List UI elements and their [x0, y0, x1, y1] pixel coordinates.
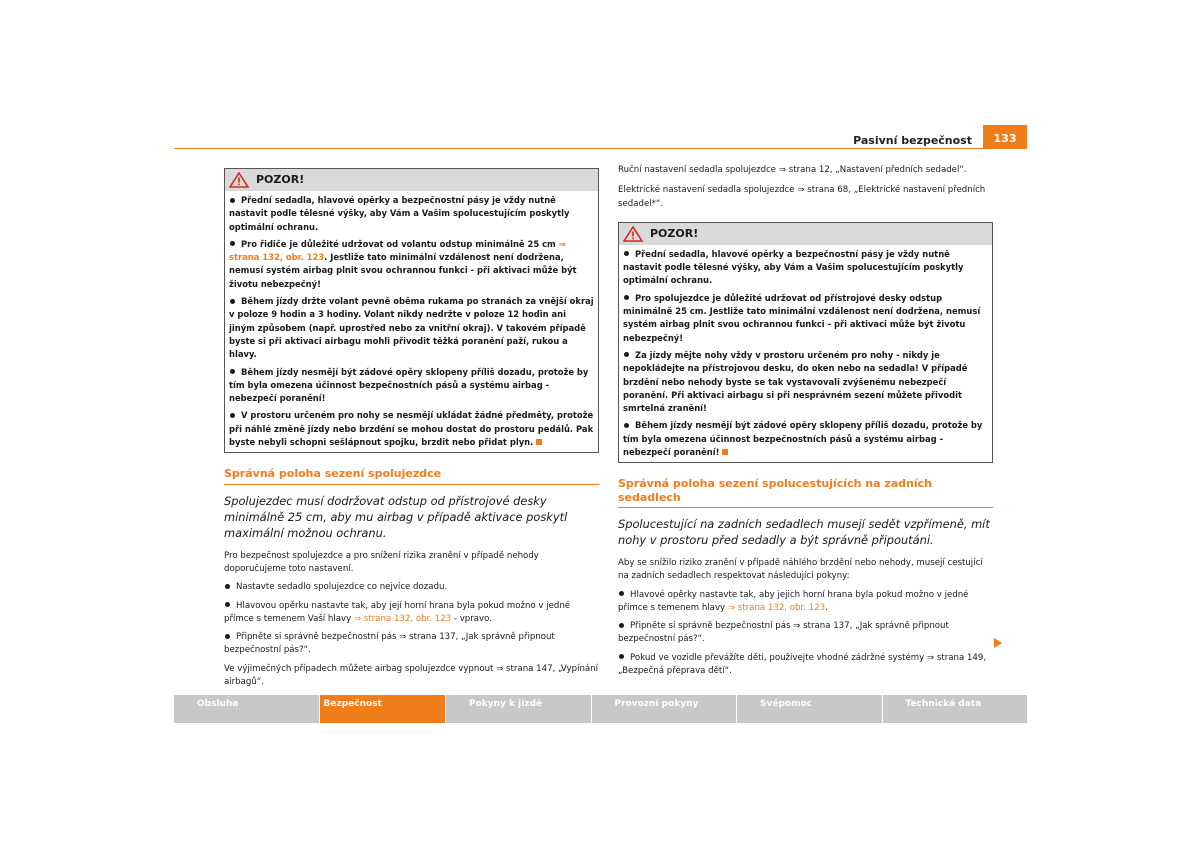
- warning-item: Za jízdy mějte nohy vždy v prostoru určeném pro nohy - nikdy je nepokládejte na přístrojovou desku, do oken nebo na sedadla! V případě brzdění nebo nehody byste se tak vystavovali zvýšenému nebezpečí poranění. Při aktivaci airbagu si při nesprávném sezení můžete přivodit smrtelná zranění!: [623, 349, 968, 414]
- list-item: Nastavte sedadlo spolujezdce co nejvíce dozadu.: [224, 581, 599, 594]
- page-number: 133: [983, 125, 1027, 149]
- section-intro: Spolujezdec musí dodržovat odstup od přístrojové desky minimálně 25 cm, aby mu airbag v případě aktivace poskytl maximální možnou ochranu.: [224, 493, 568, 540]
- paragraph: Ruční nastavení sedadla spolujezdce ⇒ strana 12, „Nastavení předních sedadel“.: [618, 165, 967, 175]
- warning-item: Během jízdy držte volant pevně oběma rukama po stranách za vnější okraj v poloze 9 hodin a 3 hodiny. Volant nikdy nedržte v poloze 12 hodin ani jiným způsobem (např. uprostřed nebo za vnitřní okraj). V takovém případě byste si při aktivaci airbagu mohli přivodit těžká poranění paží, rukou a hlavy.: [229, 296, 594, 360]
- bullet-icon: [624, 352, 629, 357]
- bullet-icon: [230, 198, 235, 203]
- warning-header: [225, 169, 598, 191]
- bullet-icon: [225, 634, 230, 639]
- bullet-icon: [225, 602, 230, 607]
- warning-title: POZOR!: [650, 227, 699, 241]
- chapter-tabs: [174, 695, 1027, 723]
- warning-item: Během jízdy nesmějí být zádové opěry sklopeny příliš dozadu, protože by tím byla omezena účinnost bezpečnostních pásů a systému airbag - nebezpečí poranění!: [623, 420, 983, 458]
- warning-item: Během jízdy nesmějí být zádové opěry sklopeny příliš dozadu, protože by tím byla omezena účinnost bezpečnostních pásů a systému airbag - nebezpečí poranění!: [229, 366, 589, 404]
- tab-provozni-pokyny[interactable]: Provozní pokyny: [592, 695, 737, 723]
- bullet-icon: [230, 369, 235, 374]
- tab-svepomoc[interactable]: Svépomoc: [737, 695, 882, 723]
- bullet-icon: [624, 251, 629, 256]
- left-column: [224, 168, 599, 694]
- list-item: Pokud ve vozidle převážíte děti, používejte vhodné zádržné systémy ⇒ strana 149, „Bezpečná přeprava dětí“.: [618, 652, 987, 677]
- right-column: [618, 164, 993, 683]
- paragraph: Elektrické nastavení sedadla spolujezdce ⇒ strana 68, „Elektrické nastavení předních sedadel*“.: [618, 185, 986, 209]
- warning-header: [619, 223, 992, 245]
- warning-item: Přední sedadla, hlavové opěrky a bezpečnostní pásy je vždy nutně nastavit podle tělesné výšky, aby Vám a Vašim spolucestujícím poskytly optimální ochranu.: [229, 195, 570, 232]
- bullet-icon: [624, 423, 629, 428]
- paragraph: Aby se snížilo riziko zranění v případě náhlého brzdění nebo nehody, musejí cestující na zadních sedadlech respektovat následující pokyny:: [618, 557, 983, 582]
- list-item: Připněte si správně bezpečnostní pás ⇒ strana 137, „Jak správně připnout bezpečnostní pás?“.: [224, 632, 555, 656]
- bullet-icon: [624, 295, 629, 300]
- header-rule: [174, 148, 983, 149]
- page-link[interactable]: ⇒ strana 132, obr. 123: [727, 602, 826, 613]
- continue-arrow-icon: [994, 638, 1002, 648]
- paragraph: Pro bezpečnost spolujezdce a pro snížení rizika zranění v případě nehody doporučujeme toto nastavení.: [224, 550, 539, 574]
- bullet-icon: [619, 623, 624, 628]
- warning-title: POZOR!: [256, 173, 305, 187]
- section-end-icon: [722, 449, 728, 455]
- section-title: Správná poloha sezení spolujezdce: [224, 467, 599, 484]
- warning-item: Přední sedadla, hlavové opěrky a bezpečnostní pásy je vždy nutně nastavit podle tělesné výšky, aby Vám a Vašim spolucestujícím poskytly optimální ochranu.: [623, 248, 964, 286]
- warning-body: [619, 245, 992, 462]
- bullet-icon: [230, 413, 235, 418]
- section-intro: Spolucestující na zadních sedadlech musejí sedět vzpřímeně, mít nohy v prostoru před sedadly a být správně připoutáni.: [618, 516, 990, 547]
- bullet-icon: [619, 654, 624, 659]
- bullet-icon: [225, 584, 230, 589]
- warning-item: V prostoru určeném pro nohy se nesmějí ukládat žádné předměty, protože při náhlé změně jízdy nebo brzdění se mohou dostat do prostoru pedálů. Pak byste nebyli schopni sešlápnout spojku, brzdit nebo přidat plyn.: [229, 410, 594, 448]
- page-title: Pasivní bezpečnost: [853, 134, 972, 147]
- warning-item: Pro spolujezdce je důležité udržovat od přístrojové desky odstup minimálně 25 cm. Jestliže tato minimální vzdálenost není dodržena, nemusí systém airbag plnit svou ochrannou funkci - při aktivaci může být životu nebezpečný!: [623, 292, 981, 343]
- warning-item: Pro řidiče je důležité udržovat od volantu odstup minimálně 25 cm ⇒ strana 132, obr. 123. Jestliže tato minimální vzdálenost není dodržena, nemusí systém airbag plnit svou ochrannou funkci - při aktivaci může být životu nebezpečný!: [229, 238, 577, 289]
- warning-box: [618, 222, 993, 463]
- list-item: Hlavovou opěrku nastavte tak, aby její horní hrana byla pokud možno v jedné přímce s temenem Vaší hlavy ⇒ strana 132, obr. 123 - vpravo.: [224, 600, 571, 624]
- tab-technicka-data[interactable]: Technická data: [883, 695, 1028, 723]
- page-link[interactable]: ⇒ strana 132, obr. 123: [353, 613, 452, 624]
- tab-obsluha[interactable]: Obsluha: [174, 695, 319, 723]
- list-item: Připněte si správně bezpečnostní pás ⇒ strana 137, „Jak správně připnout bezpečnostní pás?“.: [618, 621, 949, 645]
- section-title: Správná poloha sezení spolucestujících na zadních sedadlech: [618, 477, 993, 508]
- bullet-icon: [619, 591, 624, 596]
- tab-pokyny-k-jizde[interactable]: Pokyny k jízdě: [446, 695, 591, 723]
- warning-box: [224, 168, 599, 453]
- bullet-icon: [230, 241, 235, 246]
- tab-bezpecnost[interactable]: Bezpečnost: [320, 695, 446, 723]
- list-item: Hlavové opěrky nastavte tak, aby jejich horní hrana byla pokud možno v jedné přímce s temenem hlavy ⇒ strana 132, obr. 123.: [618, 589, 969, 613]
- section-end-icon: [536, 439, 542, 445]
- warning-triangle-icon: [229, 172, 249, 188]
- warning-triangle-icon: [623, 226, 643, 242]
- warning-body: [225, 191, 598, 452]
- paragraph: Ve výjimečných případech můžete airbag spolujezdce vypnout ⇒ strana 147, „Vypínání airbagů“.: [224, 663, 599, 688]
- bullet-icon: [230, 299, 235, 304]
- page-link[interactable]: ⇒ strana 132, obr. 123: [229, 238, 566, 263]
